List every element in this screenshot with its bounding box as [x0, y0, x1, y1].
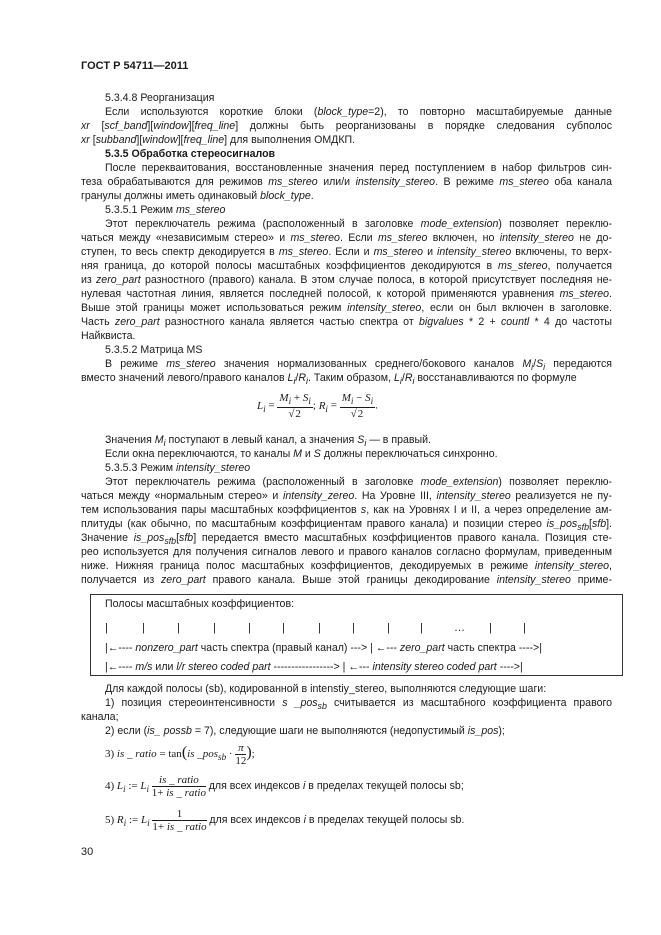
text-line: 1) позиция стереоинтенсивности s _pos$_{sb}$ считывается из масштабного коэффициента правого	[105, 697, 612, 712]
text-line: получается из zero_part правого канала. Выше этой границы декодирование intensity_stereo приме-	[81, 574, 612, 586]
text-line: чаться между «независимым стерео» и ms_stereo. Если ms_stereo включен, но intensity_stereo не до-	[81, 232, 612, 244]
text-line: Выше этой границы может использоваться режим intensity_stereo, если он был включен в заголовке.	[81, 302, 613, 314]
text-line: Если используются короткие блоки (block_type=2), то повторно масштабируемые данные	[105, 106, 612, 118]
text-line: канала;	[81, 711, 119, 723]
band-tick: |	[105, 622, 108, 634]
band-tick: |	[282, 622, 285, 634]
text-line: чаться между «нормальным стерео» и intensity_zereo. На Уровне III, intensity_stereo реализуется не пу-	[81, 490, 612, 502]
band-tick: |	[318, 622, 321, 634]
band-tick: |	[177, 622, 180, 634]
text-line: Этот переключатель режима (расположенный в заголовке mode_extension) позволяет переклю-	[105, 218, 612, 230]
section-5-3-5-title: 5.3.5 Обработка стереосигналов	[105, 148, 276, 160]
formula-ms-matrix: $L_i$ = $\frac{M_i + S_i}{√2}$ ; $R_i$ = $\frac{M_i - S_i}{√2}$ .	[257, 392, 378, 421]
band-tick: |	[523, 622, 526, 634]
section-5-3-5-1: 5.3.5.1 Режим ms_stereo	[105, 204, 226, 216]
text-line: Для каждой полосы (sb), кодированной в intenstiy_stereo, выполняются следующие шаги:	[105, 683, 547, 695]
text-line: плитуды (как обычно, по масштабным коэффициентам правого канала) и позиции стерео is_pos$_{sfb}$[sfb].	[81, 518, 612, 533]
text-line: 2) если (is_ possb = 7), следующие шаги не выполняются (недопустимый is_pos);	[105, 725, 505, 737]
text-line: нулевая частотная линия, является последней полосой, к которой применяются уравнения ms_stereo.	[81, 288, 612, 300]
text-line: ступен, то весь спектр декодируется в ms_stereo. Если и ms_stereo и intensity_stereo включены, то верх-	[81, 246, 612, 258]
text-line: Значения $M_i$ поступают в левый канал, а значения $S_i$ — в правый.	[105, 434, 431, 449]
band-tick: |	[352, 622, 355, 634]
band-tick: |	[387, 622, 390, 634]
text-line: Этот переключатель режима (расположенный в заголовке mode_extension) позволяет переклю-	[105, 476, 612, 488]
text-line: xr [scf_band][window][freq_line] должны быть реорганизованы в порядке следования субполос	[81, 120, 612, 132]
diagram-row-2: |←---- m/s или l/r stereo coded part -----------------> | ←--- intensity stereo coded part ---->|	[105, 661, 523, 673]
text-line: Если окна переключаются, то каналы M и S должны переключаться синхронно.	[105, 448, 498, 460]
formula-is-ratio: 3) is _ ratio = tan(is _pos$_{sb}$ · $\frac{\pi}{12}$ );	[105, 742, 255, 767]
box-title: Полосы масштабных коэффициентов:	[105, 598, 295, 610]
section-5-3-5-2: 5.3.5.2 Матрица MS	[105, 344, 203, 356]
text-line: После перекваитования, восстановленные значения перед поступлением в набор фильтров син-	[105, 162, 612, 174]
text-line: В режиме ms_stereo значения нормализованных среднего/бокового каналов $M_i/S_i$ передаются	[105, 358, 613, 373]
band-tick: |	[213, 622, 216, 634]
page-number: 30	[81, 846, 94, 858]
text-line: теза обрабатываются для режимов ms_stereo или/и instensity_stereo. В режиме ms_stereo оба канала	[81, 176, 612, 188]
text-line: из zero_part разностного (правого) канала. В этом случае полоса, в которой присутствует последняя не-	[81, 274, 612, 286]
text-line: гранулы должны иметь одинаковый block_type.	[81, 190, 314, 202]
text-line: няя граница, до которой полосы масштабных коэффициентов декодируются в ms_stereo, получается	[81, 260, 612, 272]
text-line: Найквиста.	[81, 330, 136, 342]
document-header: ГОСТ Р 54711—2011	[81, 60, 189, 72]
band-tick: |	[420, 622, 423, 634]
diagram-row-1: |←---- nonzero_part часть спектра (правый канал) ---> | ←--- zero_part часть спектра ---->|	[105, 642, 542, 654]
formula-left-channel: 4) $L_i$ := $L_i$ $\frac{\text{is \_ ratio}}{\text{1+ is \_ ratio}}$ для всех индексов i в пределах текущей полосы sb;	[105, 774, 464, 799]
formula-right-channel: 5) $R_i$ := $L_i$ $\frac{1}{\text{1+ is \_ ratio}}$ для всех индексов i в пределах текущей полосы sb.	[105, 808, 465, 833]
text-line: тем использования пары масштабных коэффициентов s, как на Уровнях I и II, а через определение ам-	[81, 504, 612, 516]
band-ellipsis: …	[454, 622, 465, 634]
text-line: Значение is_pos$_{sfb}$[sfb] передается вместо масштабных коэффициентов правого канала. Позиция сте-	[81, 532, 612, 547]
text-line: Часть zero_part разностного канала является частью спектра от bigvalues * 2 + countl * 4 до частоты	[81, 316, 612, 328]
band-tick: |	[489, 622, 492, 634]
text-line: рео используется для получения сигналов левого и правого каналов согласно формулам, приведенным	[81, 546, 612, 558]
text-line: ниже. Нижняя граница полос масштабных коэффициентов, декодируемых в режиме intensity_stereo,	[81, 560, 612, 572]
text-line: вместо значений левого/правого каналов $L_i/R_i$. Таким образом, $L_i/R_i$ восстанавливаются по формуле	[81, 372, 577, 387]
band-tick: |	[142, 622, 145, 634]
section-5-3-5-3: 5.3.5.3 Режим intensity_stereo	[105, 462, 251, 474]
text-line: xr [subband][window][freq_line] для выполнения ОМДКП.	[81, 134, 356, 146]
section-5-3-4-8: 5.3.4.8 Реорганизация	[105, 92, 215, 104]
band-tick: |	[248, 622, 251, 634]
